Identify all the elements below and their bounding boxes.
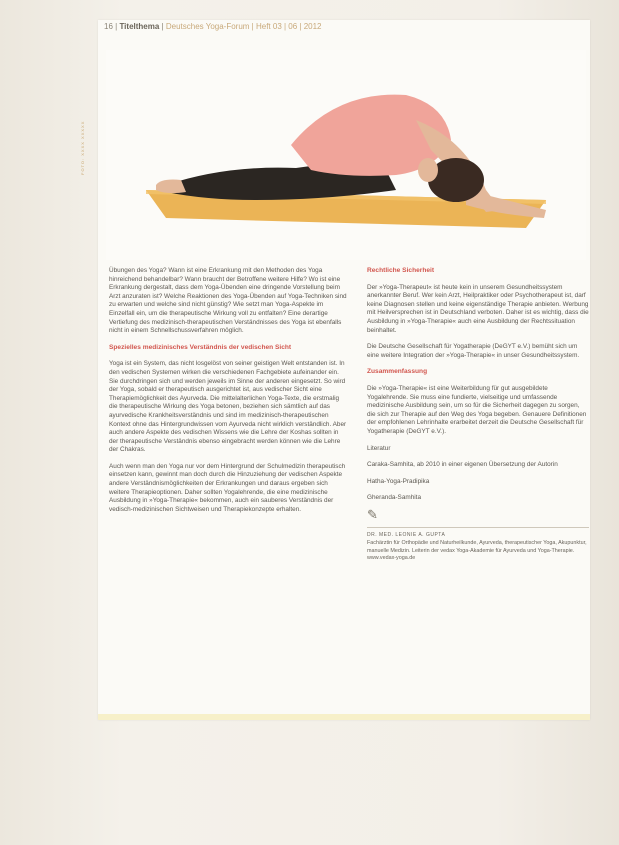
left-paragraph-2: Yoga ist ein System, das nicht losgelöst von seiner geistigen Welt entstanden ist. In den vedischen Systemen wirken die verschiedenen Fachgebiete aufeinander ein. Sie durchdringen sich und werden jeweils im Sinne der anderen eingesetzt. So wird der Yoga, sobald er therapeutisch ausgerichtet ist, aus vedischer Sicht eine Therapiemöglichkeit des Ayurveda. Die mittelalterlichen Yoga-Texte, die erstmalig die therapeutische Wirkung des Yoga betonen, beziehen sich sämtlich auf das ayurvedische Krankheitsverständnis und sind im medizinisch-therapeutischen Kontext ohne das Hintergrundwissen vom Ayurveda nicht wirklich verständlich. Aber auch andere Aspekte des vedischen Wissens wie die Lehre der Koshas sollten in der therapeutische Verständnis ebenso eingebracht werden können wie die Lehre der Chakras. xyxy=(109,360,347,454)
page-header: 16 | Titelthema | Deutsches Yoga-Forum | Heft 03 | 06 | 2012 xyxy=(104,22,322,31)
literature-heading: Literatur xyxy=(367,444,391,452)
yoga-pose-icon xyxy=(106,50,586,260)
section-heading-summary: Zusammenfassung xyxy=(367,368,428,376)
right-paragraph-3: Die »Yoga-Therapie« ist eine Weiterbildung für gut ausgebildete Yogalehrende. Sie muss eine fundierte, vielseitige und umfassende medizinische Ausbildung sein, um so für die Sicherheit dagegen zu sorgen, die sich zur Therapie auf den Weg des Yoga begeben. Genauere Definitionen der empfohlenen Lehrinhalte erarbeitet derzeit die Deutsche Gesellschaft für Yogatherapie (DeGYT e.V.). xyxy=(367,384,587,435)
section-heading-vedic: Spezielles medizinisches Verständnis der vedischen Sicht xyxy=(109,343,292,351)
photo-credit: FOTO: XXXX XXXXX xyxy=(80,120,85,175)
right-column xyxy=(367,267,589,563)
issue-subtitle: Deutsches Yoga-Forum | Heft 03 | 06 | 2012 xyxy=(165,22,322,31)
yoga-pose-photo xyxy=(106,50,586,260)
page-number: 16 xyxy=(104,22,113,31)
pencil-icon: ✎ xyxy=(367,506,378,522)
section-heading-legal: Rechtliche Sicherheit xyxy=(367,267,435,274)
author-bio: Fachärztin für Orthopädie und Naturheilkunde, Ayurveda, therapeutischer Yoga, Akupunktur, manuelle Medizin. Leiterin der vedax Yoga-Akademie für Ayurveda und Yoga-Therapie. www.vedax-yoga.de xyxy=(367,540,587,562)
right-paragraph-1: Der »Yoga-Therapeut« ist heute kein in unserem Gesundheitssystem anerkannter Beruf. Wer kein Arzt, Heilpraktiker oder Psychotherapeut ist, darf keine Diagnosen stellen und keine eigenständige Therapie anbieten. Werbung mit Heilversprechen ist in Deutschland verboten. Daher ist es wichtig, dass die Ausbildung in »Yoga-Therapie« auch eine Ausbildung der Rechtssituation beinhaltet. xyxy=(367,283,589,334)
page-bottom-strip xyxy=(98,714,590,720)
literature-item: Hatha-Yoga-Pradipika xyxy=(367,477,430,485)
author-name: DR. MED. LEONIE A. GUPTA xyxy=(367,532,446,539)
literature-item: Caraka-Samhita, ab 2010 in einer eigenen Übersetzung der Autorin xyxy=(367,461,558,469)
left-paragraph-3: Auch wenn man den Yoga nur vor dem Hintergrund der Schulmedizin therapeutisch einsetzen kann, gewinnt man doch durch die Hinzuziehung der vedischen Aspekte andere Verständnismöglichkeiten der Erkrankungen und daraus ergeben sich weitere Therapieoptionen. Daher sollten Yogalehrende, die eine medizinische Ausbildung in »Yoga-Therapie« bekommen, auch ein sauberes Verständnis der vedisch-medizinischen Sichtweisen und Therapiekonzepte erhalten. xyxy=(109,462,346,513)
left-paragraph-1: Übungen des Yoga? Wann ist eine Erkrankung mit den Methoden des Yoga hinreichend behandelbar? Wann braucht der Betroffene weitere Hilfe? Wo ist eine Erkrankung dergestalt, dass dem Yoga-Übenden eine dringende Vorstellung beim Arzt anzuraten ist? Welche Reaktionen des Yoga-Übenden auf Yoga-Techniken sind zu erwarten und welche sind nicht günstig? Wie setzt man Yoga-Aspekte im Einzelfall ein, um die therapeutische Wirkung voll zu entfalten? Eine derartige Vertiefung des medizinisch-therapeutischen Verständnisses des Yoga ist ebenfalls nicht in einem Schnellschussverfahren möglich. xyxy=(109,267,347,335)
literature-item: Gheranda-Samhita xyxy=(367,494,421,502)
divider xyxy=(367,527,589,528)
section-title: Titelthema xyxy=(119,22,160,31)
left-column xyxy=(109,267,349,522)
right-paragraph-2: Die Deutsche Gesellschaft für Yogatherapie (DeGYT e.V.) bemüht sich um eine weitere Integration der »Yoga-Therapie« in unser Gesundheitssystem. xyxy=(367,343,580,359)
